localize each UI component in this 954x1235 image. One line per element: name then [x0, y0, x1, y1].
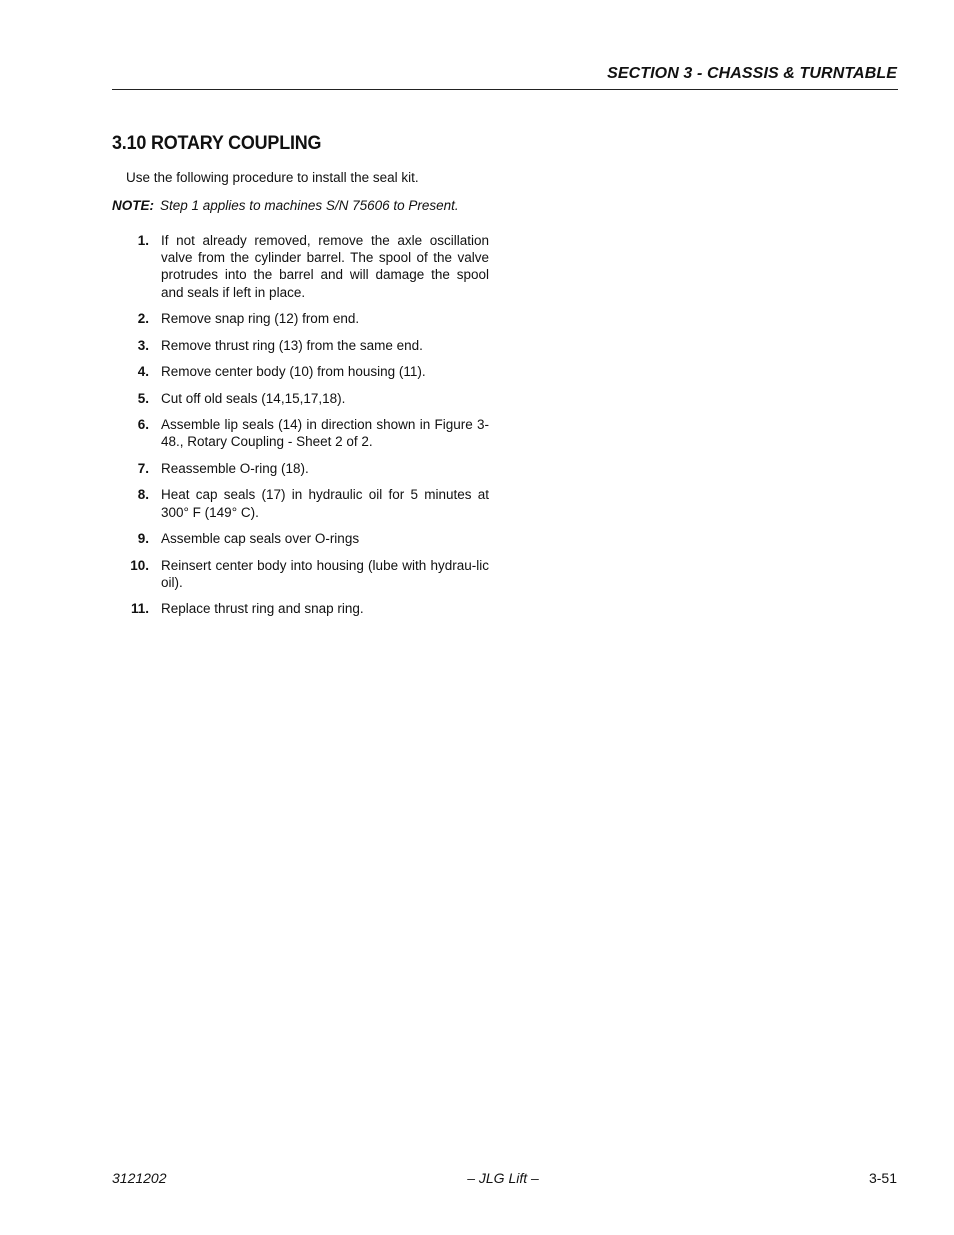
step-text: Remove thrust ring (13) from the same end. — [161, 337, 423, 353]
section-heading: 3.10 ROTARY COUPLING — [112, 132, 322, 154]
step-text: Replace thrust ring and snap ring. — [161, 601, 364, 617]
step-text: Remove center body (10) from housing (11). — [161, 364, 426, 380]
step-number: 11. — [130, 601, 149, 617]
step-number: 9. — [137, 531, 149, 547]
step-text: Reinsert center body into housing (lube with hydrau-lic oil). — [161, 557, 489, 590]
step-item — [112, 390, 489, 407]
note-text: Step 1 applies to machines S/N 75606 to Present. — [160, 198, 459, 213]
note — [112, 198, 459, 213]
section-header-title: SECTION 3 - CHASSIS & TURNTABLE — [607, 65, 897, 82]
footer-doc-number: 3121202 — [112, 1170, 167, 1186]
step-item — [112, 486, 489, 520]
step-item — [112, 460, 489, 477]
step-item — [112, 600, 489, 617]
step-number: 4. — [137, 364, 149, 380]
step-number: 2. — [137, 311, 149, 327]
step-text: Remove snap ring (12) from end. — [161, 311, 360, 327]
step-number: 10. — [130, 557, 149, 573]
step-text: Reassemble O-ring (18). — [161, 460, 309, 476]
step-item — [112, 310, 489, 327]
footer-page-number: 3-51 — [868, 1170, 897, 1186]
step-item — [112, 530, 489, 547]
step-item — [112, 363, 489, 380]
step-number: 1. — [137, 233, 149, 248]
step-item — [112, 337, 489, 354]
step-item — [112, 232, 489, 301]
step-item — [112, 557, 489, 591]
step-item — [112, 416, 489, 450]
step-number: 6. — [137, 417, 149, 433]
step-number: 8. — [137, 487, 149, 503]
header-divider — [112, 89, 898, 90]
step-number: 7. — [137, 460, 149, 476]
step-text: Assemble lip seals (14) in direction shown in Figure 3-48., Rotary Coupling - Sheet 2 of 2. — [161, 417, 489, 450]
step-number: 3. — [137, 337, 149, 353]
step-number: 5. — [137, 390, 149, 406]
step-text: Cut off old seals (14,15,17,18). — [161, 390, 346, 406]
note-label: NOTE: — [112, 198, 154, 213]
step-text: If not already removed, remove the axle oscillation valve from the cylinder barrel. The spool of the valve protrudes into the barrel and will damage the spool and seals if left in place. — [161, 233, 489, 300]
step-text: Heat cap seals (17) in hydraulic oil for 5 minutes at 300° F (149° C). — [161, 487, 489, 520]
step-text: Assemble cap seals over O-rings — [161, 531, 360, 547]
intro-paragraph: Use the following procedure to install the seal kit. — [126, 170, 419, 185]
procedure-steps — [112, 232, 489, 627]
footer-publisher: – JLG Lift – — [467, 1170, 539, 1186]
